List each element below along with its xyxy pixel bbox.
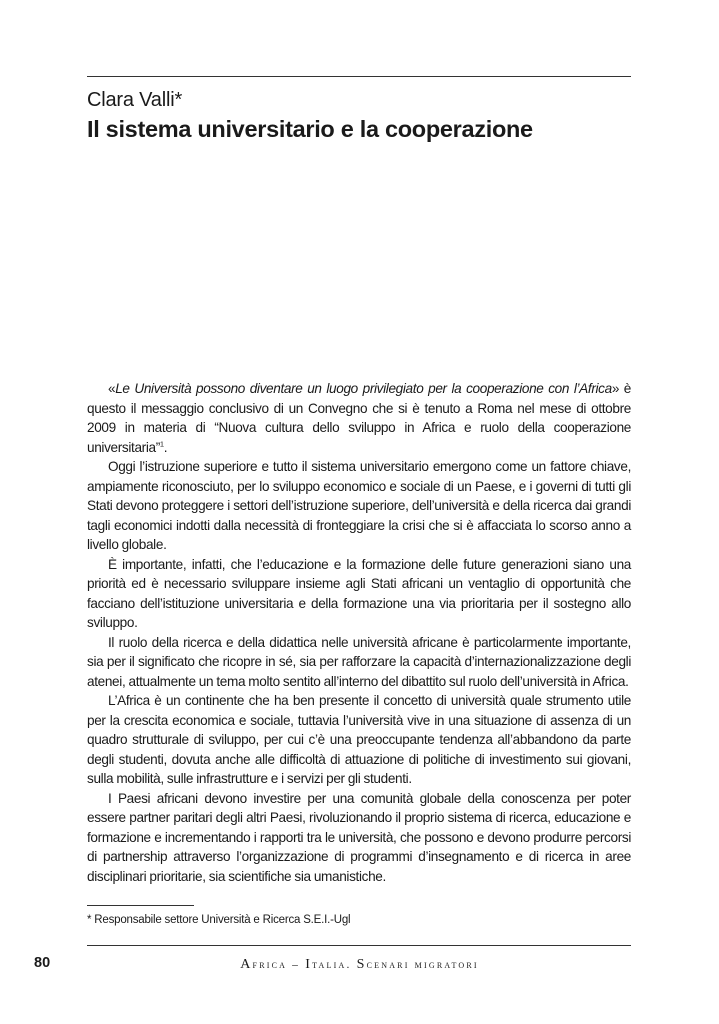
paragraph-6: I Paesi africani devono investire per una comunità globale della conoscenza per poter essere partner paritari degli altri Paesi, rivoluzionando il proprio sistema di ricerca, educazione e formazione e incrementando i rapporti tra le università, che possono e devono produrre percorsi di partnership attraverso l’organizzazione di programmi d’insegnamento e di ricerca in aree disciplinari prioritarie, sia scientifiche sia umanistiche.: [87, 790, 631, 884]
footer-rule: [87, 945, 631, 946]
running-title-part: cenari migratori: [366, 959, 479, 971]
paragraph-1: [87, 379, 631, 457]
footnote-rule: [87, 905, 194, 906]
footnote: * Responsabile settore Università e Ricerca S.E.I.-Ugl: [87, 914, 351, 926]
running-title-part: frica –: [252, 959, 306, 971]
top-rule: [87, 76, 631, 77]
page-number: 80: [34, 955, 51, 971]
author-name: Clara Valli*: [87, 89, 183, 111]
running-title-part: I: [305, 957, 313, 972]
paragraph-1-end: .: [163, 439, 168, 455]
paragraph-3: È importante, infatti, che l’educazione e la formazione delle future generazioni siano una priorità ed è necessario sviluppare insieme agli Stati africani un ventaglio di opportunità che facciano dell’istituzione universitaria e della formazione una via prioritaria per il sostegno allo sviluppo.: [87, 556, 631, 630]
running-title-part: A: [240, 957, 253, 972]
running-title: [0, 957, 719, 973]
paragraph-4: Il ruolo della ricerca e della didattica nelle università africane è particolarmente importante, sia per il significato che ricopre in sé, sia per rafforzare la capacità d’internazionalizzazione degli atenei, attualmente un tema molto sentito all’interno del dibattito sul ruolo dell’università in Africa.: [87, 634, 631, 689]
article-title: Il sistema universitario e la cooperazione: [87, 116, 533, 142]
quoted-message: Le Università possono diventare un luogo privilegiato per la cooperazione con l’Africa: [115, 381, 612, 396]
open-quote: «: [108, 381, 116, 396]
footnote-reference: 1: [159, 438, 164, 448]
article-body: [87, 379, 631, 886]
paragraph-5: L’Africa è un continente che ha ben presente il concetto di università quale strumento utile per la crescita economica e sociale, tuttavia l’università vive in una situazione di assenza di un quadro strutturale di sviluppo, per cui c’è una preoccupante tendenza all’abbandono da parte degli studenti, dovuta anche alle difficoltà di attuazione di politiche di investimento sui giovani, sulla mobilità, sulle infrastrutture e i servizi per gli studenti.: [87, 693, 631, 786]
paragraph-1-text: » è questo il messaggio conclusivo di un Convegno che si è tenuto a Roma nel mese di ottobre 2009 in materia di “Nuova cultura dello sviluppo in Africa e ruolo della cooperazione universitaria”: [87, 381, 631, 455]
running-title-part: S: [356, 957, 367, 972]
paragraph-2: Oggi l’istruzione superiore e tutto il sistema universitario emergono come un fattore chiave, ampiamente riconosciuto, per lo sviluppo economico e sociale di un Paese, e i governi di tutti gli Stati devono proteggere i settori dell’istruzione superiore, dell’università e della ricerca dai grandi tagli economici indotti dalla necessità di fronteggiare la crisi che si è affacciata lo scorso anno a livello globale.: [87, 459, 631, 552]
running-title-part: talia.: [312, 959, 357, 971]
